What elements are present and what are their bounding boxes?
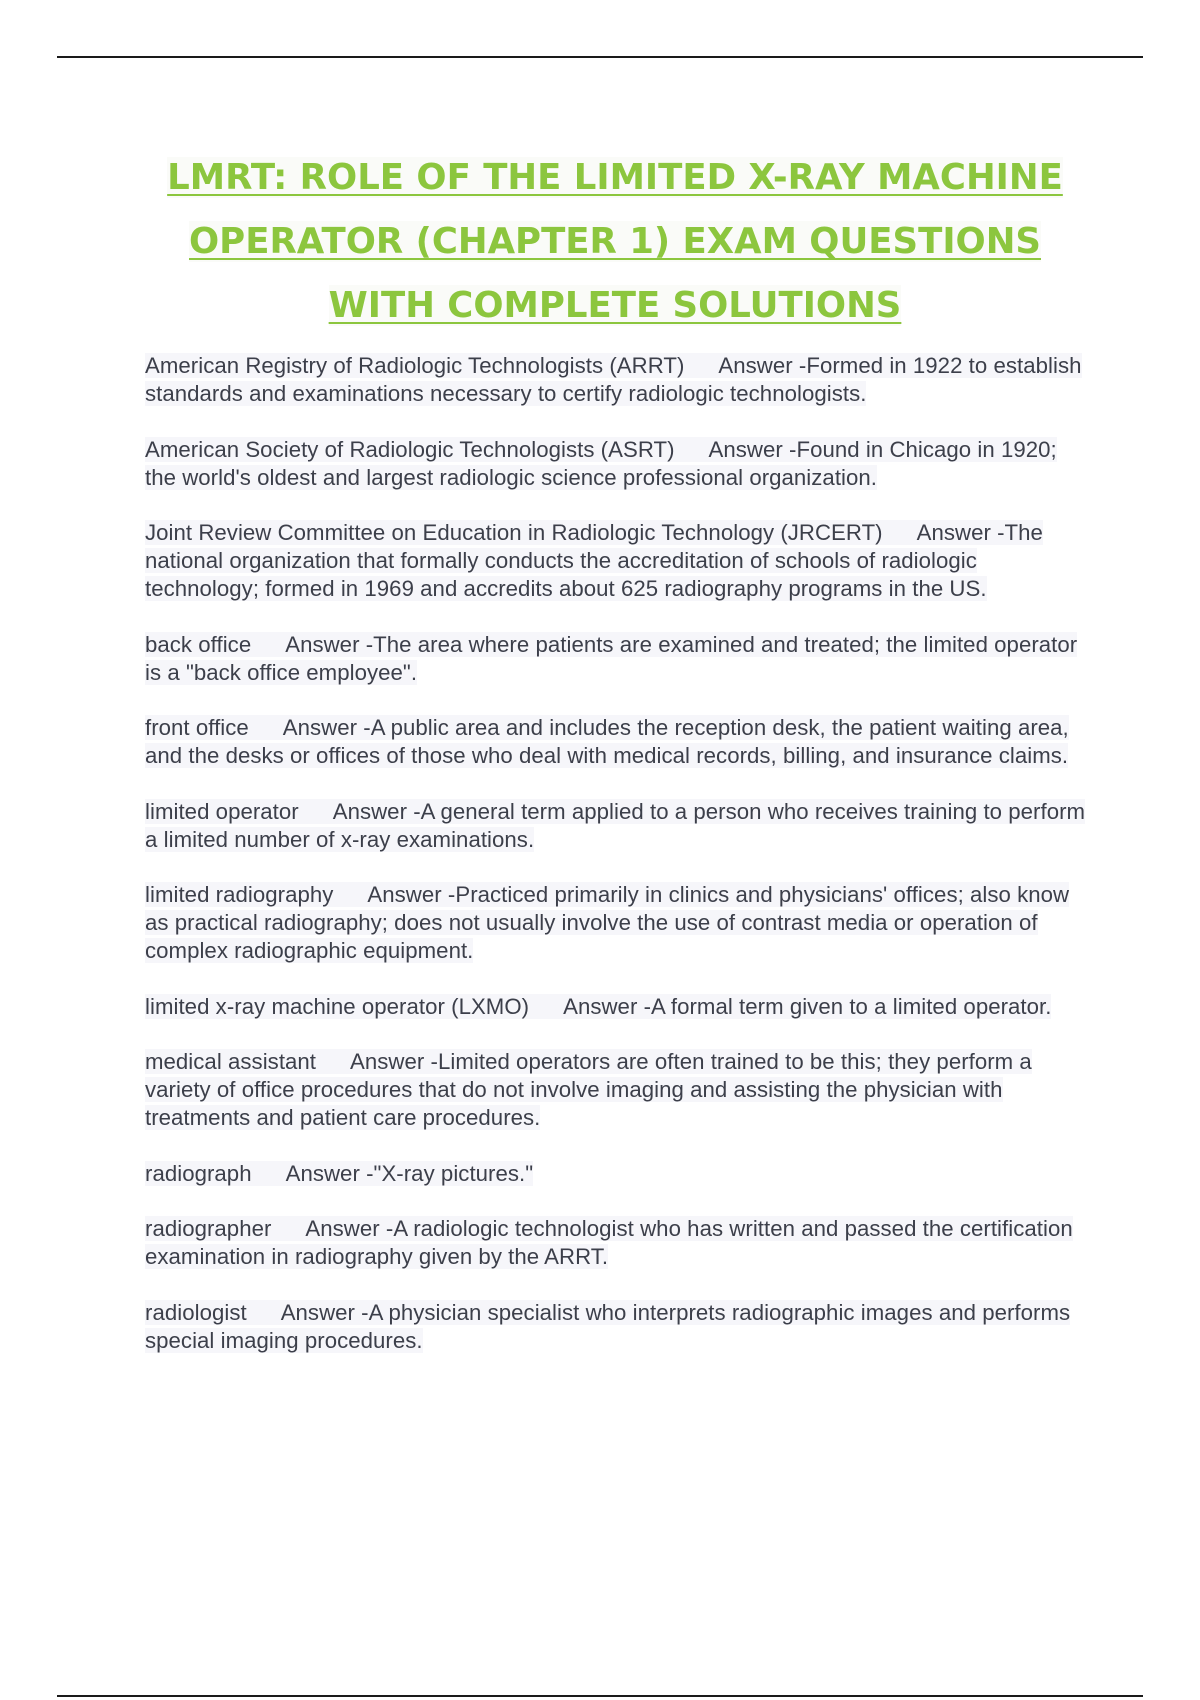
entry-answer: Answer -The national organization that formally conducts the accreditation of schools of radiologic technology; formed in 1969 and accredits about 625 radiography programs in the US. — [145, 520, 1043, 601]
flashcard-entry — [145, 519, 1090, 603]
entry-term: back office — [145, 631, 252, 657]
entry-answer: Answer -A radiologic technologist who has written and passed the certification examination in radiography given by the ARRT. — [145, 1216, 1073, 1269]
entry-answer: Answer -Found in Chicago in 1920; the world's oldest and largest radiologic science professional organization. — [145, 436, 1057, 490]
flashcard-entry — [145, 881, 1090, 965]
document-title — [130, 146, 1100, 338]
entry-answer: Answer -A general term applied to a person who receives training to perform a limited number of x-ray examinations. — [145, 798, 1086, 852]
top-rule — [57, 56, 1143, 58]
entry-answer: Answer -A physician specialist who interprets radiographic images and performs special imaging procedures. — [145, 1299, 1071, 1353]
entry-answer: Answer -A formal term given to a limited operator. — [563, 993, 1052, 1019]
entry-term: medical assistant — [145, 1049, 317, 1074]
flashcard-list — [145, 352, 1090, 1382]
entry-answer: Answer -The area where patients are examined and treated; the limited operator is a "back office employee". — [145, 631, 1078, 685]
bottom-rule — [57, 1695, 1143, 1697]
title-line: OPERATOR (CHAPTER 1) EXAM QUESTIONS — [189, 221, 1041, 262]
entry-term: limited x-ray machine operator (LXMO) — [145, 993, 530, 1019]
entry-answer: Answer -"X-ray pictures." — [285, 1160, 534, 1186]
entry-term: limited operator — [145, 798, 299, 824]
entry-term: Joint Review Committee on Education in Radiologic Technology (JRCERT) — [145, 520, 883, 545]
entry-answer: Answer -Limited operators are often trained to be this; they perform a variety of office procedures that do not involve imaging and assisting the physician with treatments and patient care procedures. — [145, 1049, 1032, 1130]
flashcard-entry — [145, 1160, 1090, 1188]
entry-answer: Answer -Practiced primarily in clinics and physicians' offices; also know as practical radiography; does not usually involve the use of contrast media or operation of complex radiographic equipment. — [145, 882, 1070, 963]
entry-term: radiograph — [145, 1160, 252, 1186]
flashcard-entry — [145, 1048, 1090, 1132]
flashcard-entry — [145, 1215, 1090, 1271]
entry-term: radiographer — [145, 1216, 272, 1241]
flashcard-entry — [145, 1299, 1090, 1355]
title-line: WITH COMPLETE SOLUTIONS — [328, 285, 902, 326]
flashcard-entry — [145, 993, 1090, 1021]
flashcard-entry — [145, 714, 1090, 770]
title-line: LMRT: ROLE OF THE LIMITED X-RAY MACHINE — [167, 157, 1063, 198]
entry-term: limited radiography — [145, 882, 334, 907]
flashcard-entry — [145, 352, 1090, 408]
entry-term: American Society of Radiologic Technologists (ASRT) — [145, 436, 675, 462]
flashcard-entry — [145, 631, 1090, 687]
flashcard-entry — [145, 798, 1090, 854]
entry-term: radiologist — [145, 1299, 247, 1325]
entry-answer: Answer -Formed in 1922 to establish standards and examinations necessary to certify radiologic technologists. — [145, 353, 1082, 406]
entry-term: front office — [145, 715, 249, 740]
entry-answer: Answer -A public area and includes the reception desk, the patient waiting area, and the desks or offices of those who deal with medical records, billing, and insurance claims. — [145, 715, 1069, 768]
entry-term: American Registry of Radiologic Technologists (ARRT) — [145, 353, 685, 378]
flashcard-entry — [145, 436, 1090, 492]
